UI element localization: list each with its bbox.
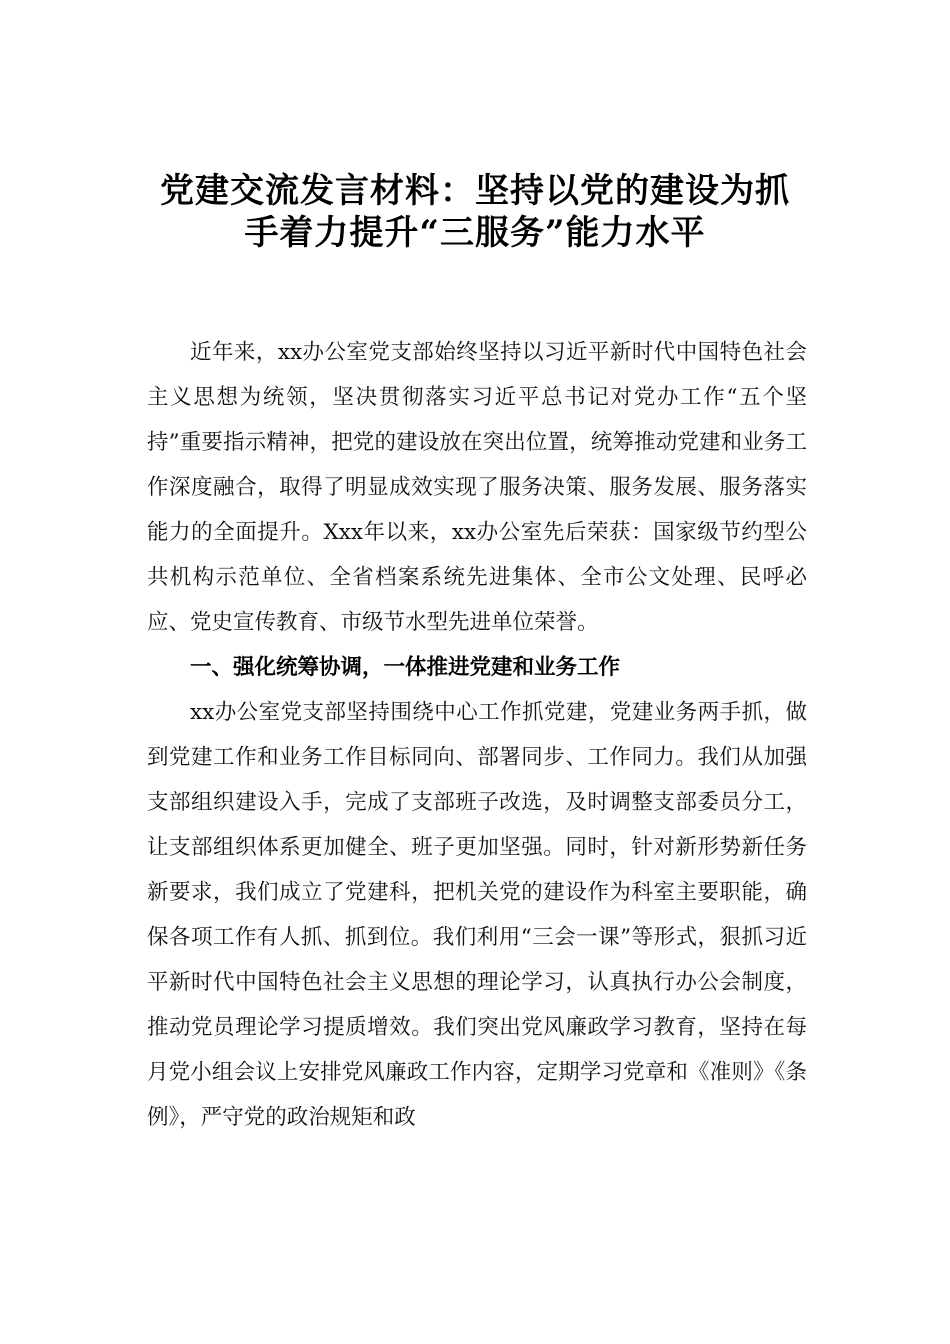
section-1-paragraph: xx办公室党支部坚持围绕中心工作抓党建，党建业务两手抓，做到党建工作和业务工作目标同向、部署同步、工作同力。我们从加强支部组织建设入手，完成了支部班子改选，及时调整支部委员分工，让支部组织体系更加健全、班子更加坚强。同时，针对新形势新任务新要求，我们成立了党建科，把机关党的建设作为科室主要职能，确保各项工作有人抓、抓到位。我们利用“三会一课”等形式，狠抓习近平新时代中国特色社会主义思想的理论学习，认真执行办公会制度，推动党员理论学习提质增效。我们突出党风廉政学习教育，坚持在每月党小组会议上安排党风廉政工作内容，定期学习党章和《准则》《条例》，严守党的政治规矩和政 [147, 700, 807, 1130]
document-body [147, 330, 807, 1140]
intro-paragraph: 近年来，xx办公室党支部始终坚持以习近平新时代中国特色社会主义思想为统领，坚决贯彻落实习近平总书记对党办工作“五个坚持”重要指示精神，把党的建设放在突出位置，统筹推动党建和业务工作深度融合，取得了明显成效实现了服务决策、服务发展、服务落实能力的全面提升。Xxx年以来，xx办公室先后荣获：国家级节约型公共机构示范单位、全省档案系统先进集体、全市公文处理、民呼必应、党史宣传教育、市级节水型先进单位荣誉。 [147, 340, 807, 635]
document-title-line-1: 党建交流发言材料：坚持以党的建设为抓 [160, 171, 790, 211]
document-title-line-2: 手着力提升“三服务”能力水平 [244, 213, 706, 253]
section-1-heading: 一、强化统筹协调，一体推进党建和业务工作 [190, 655, 621, 680]
